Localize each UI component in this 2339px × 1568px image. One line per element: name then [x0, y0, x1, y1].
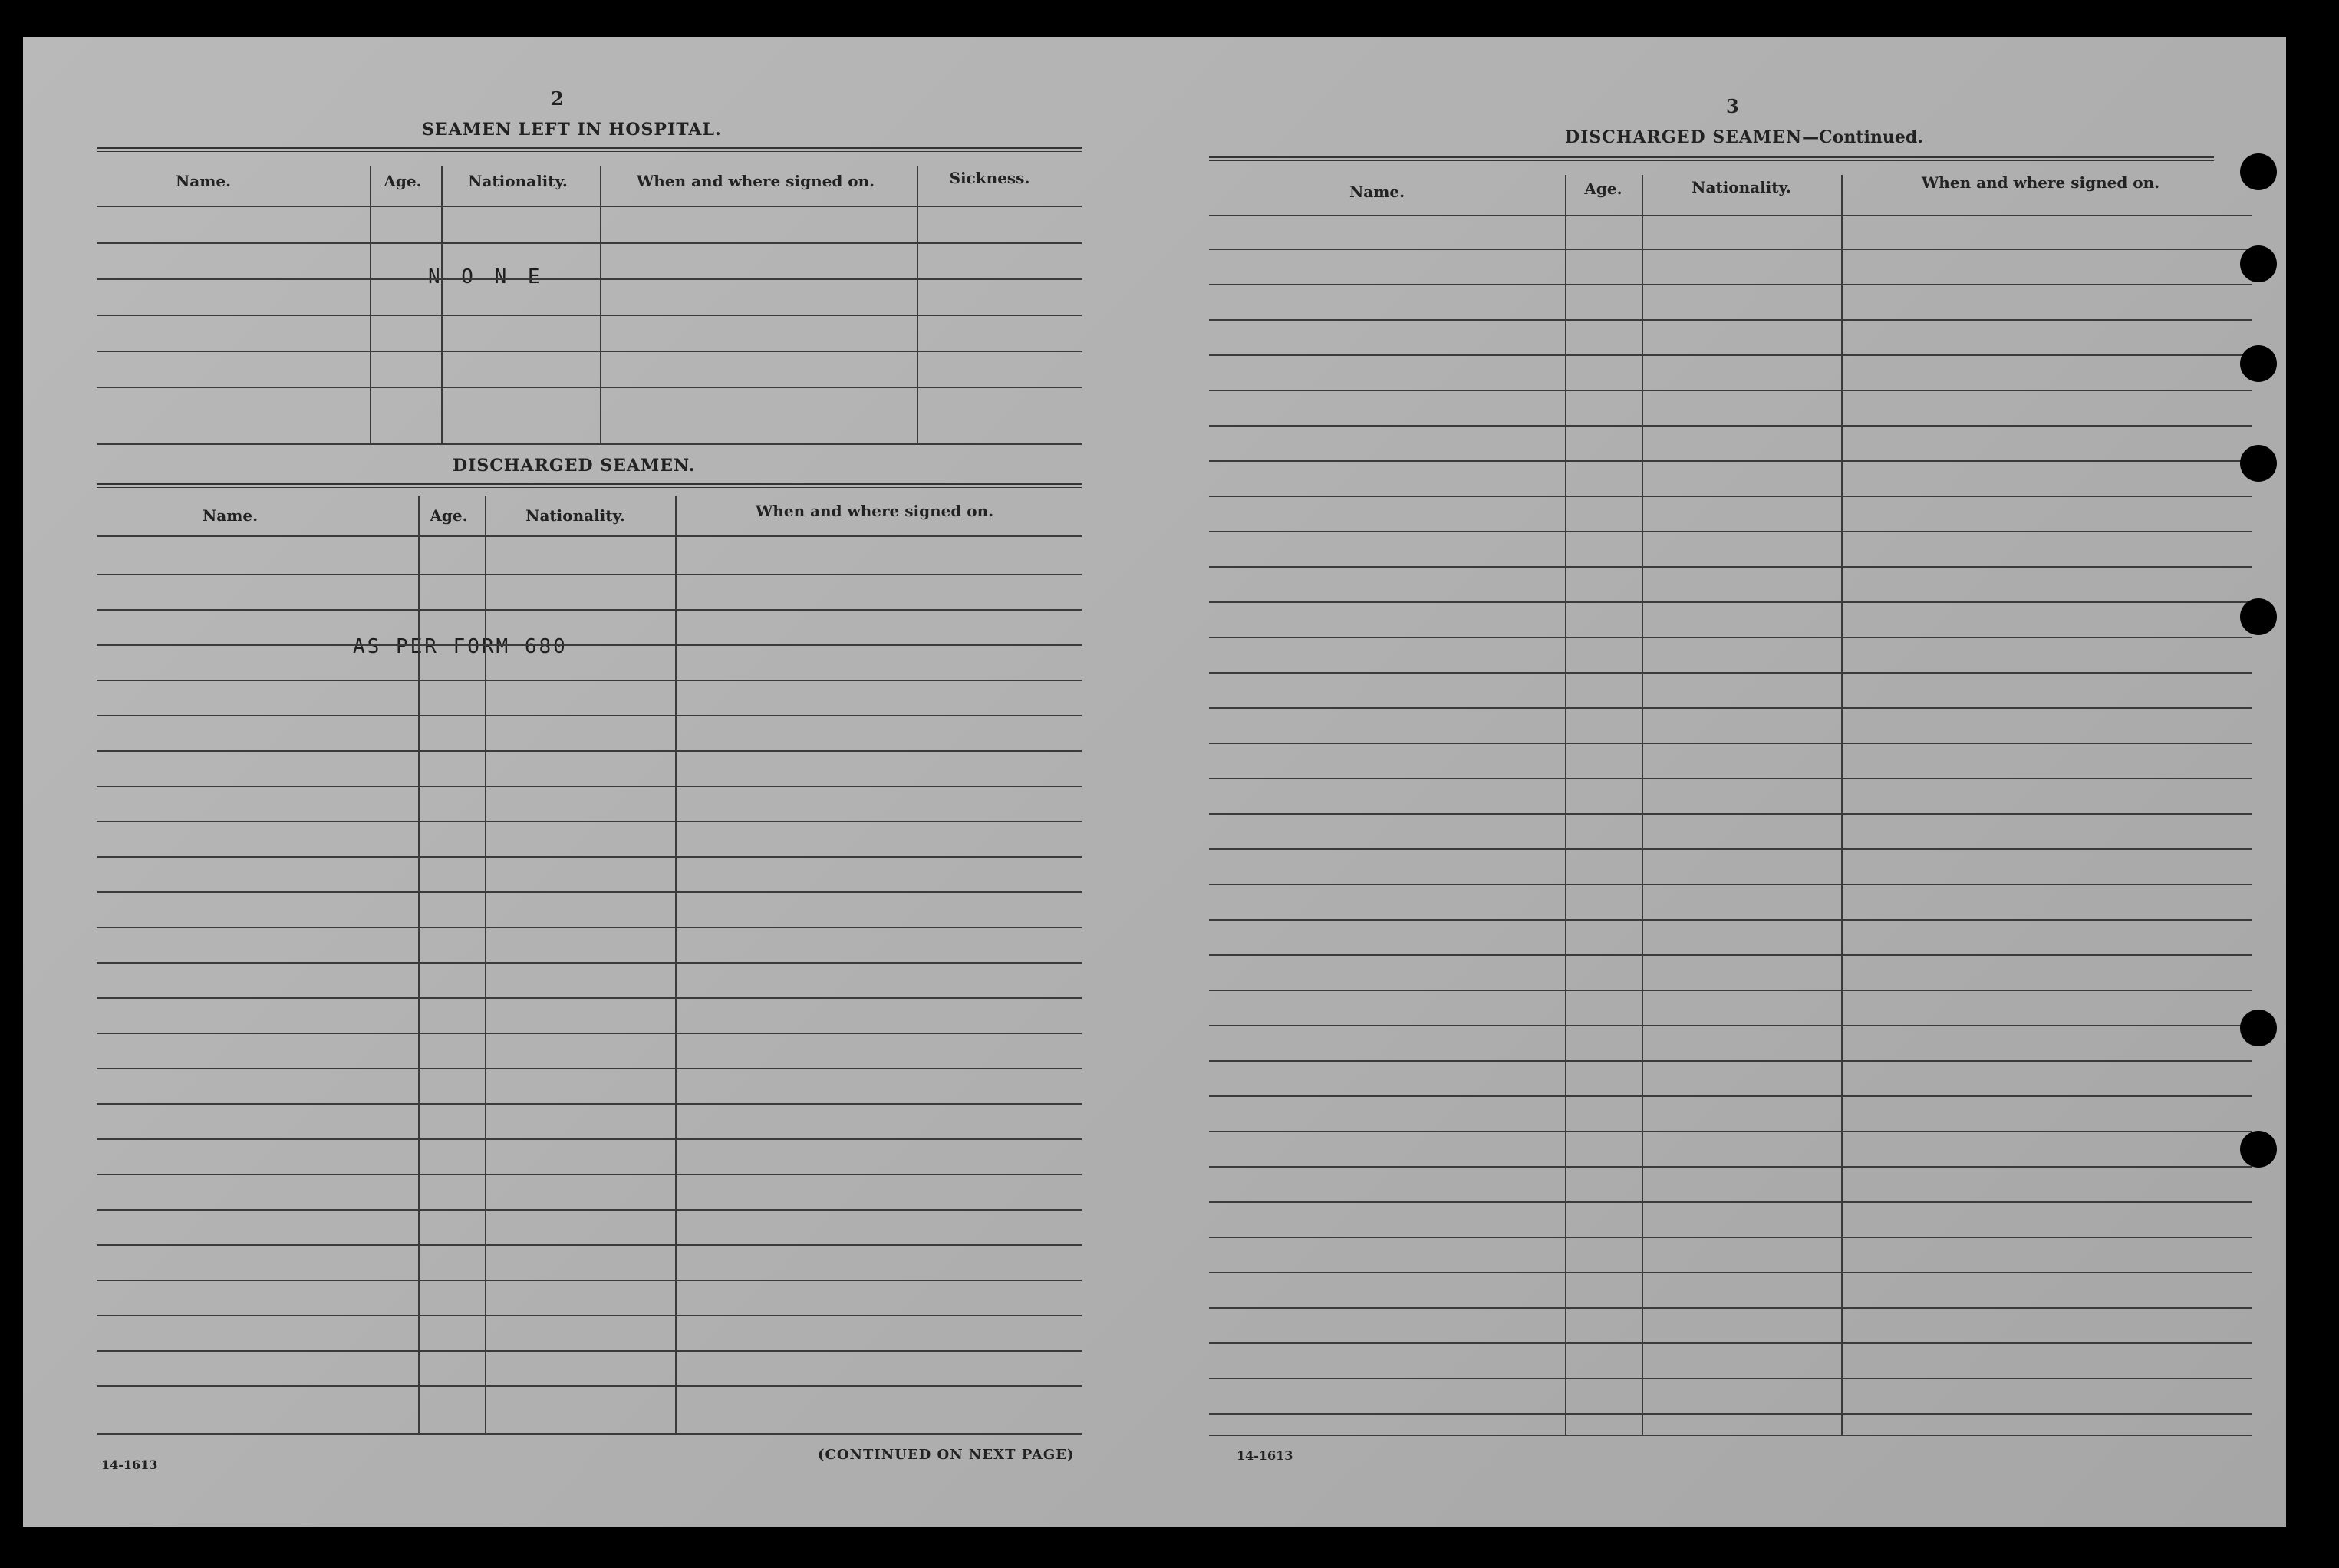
row-rule [1209, 990, 2252, 991]
row-rule [97, 1103, 1082, 1105]
column-rule [600, 166, 601, 443]
row-rule [97, 1315, 1082, 1316]
row-rule [1209, 1166, 2252, 1168]
row-rule [97, 786, 1082, 787]
row-rule [97, 315, 1082, 316]
row-rule [97, 1033, 1082, 1034]
row-rule [97, 387, 1082, 388]
row-rule [1209, 390, 2252, 391]
column-rule [370, 166, 371, 443]
row-rule [1209, 531, 2252, 532]
header-rule [1209, 215, 2252, 216]
discharged-continued-title [1565, 127, 1923, 147]
row-rule [97, 644, 1082, 646]
col-when-where: When and where signed on. [636, 172, 875, 190]
row-rule [1209, 1060, 2252, 1062]
row-rule [1209, 566, 2252, 568]
row-rule [97, 962, 1082, 964]
row-rule [1209, 249, 2252, 250]
discharged-top-rule [97, 483, 1082, 488]
row-rule [97, 1138, 1082, 1140]
hospital-section-title: SEAMEN LEFT IN HOSPITAL. [422, 120, 722, 140]
row-rule [1209, 319, 2252, 321]
row-rule [1209, 1095, 2252, 1097]
hospital-top-rule [97, 147, 1082, 152]
left-page [23, 37, 1151, 1527]
header-rule [97, 206, 1082, 207]
row-rule [97, 1209, 1082, 1211]
title-continued: —Continued. [1802, 127, 1923, 147]
row-rule [1209, 813, 2252, 815]
col-nationality: Nationality. [525, 506, 625, 525]
binder-hole [2240, 1131, 2277, 1168]
row-rule [1209, 354, 2252, 356]
row-rule [97, 278, 1082, 280]
row-rule [1209, 637, 2252, 638]
discharged-continued-top-rule [1209, 156, 2214, 161]
column-rule [917, 166, 918, 443]
title-main: DISCHARGED SEAMEN [1565, 127, 1803, 147]
row-rule [1209, 884, 2252, 885]
binder-hole [2240, 245, 2277, 282]
form-sheet [23, 37, 2286, 1527]
column-rule [441, 166, 443, 443]
col-age: Age. [1584, 180, 1622, 198]
page-number: 3 [1726, 95, 1739, 117]
row-rule [97, 680, 1082, 681]
row-rule [97, 1244, 1082, 1246]
row-rule [97, 574, 1082, 575]
row-rule [1209, 284, 2252, 285]
row-rule [1209, 1272, 2252, 1273]
row-rule [97, 997, 1082, 999]
column-rule [1565, 175, 1566, 1435]
row-rule [97, 1280, 1082, 1281]
col-when-where: When and where signed on. [755, 502, 994, 520]
row-rule [1209, 1025, 2252, 1026]
row-rule [1209, 1237, 2252, 1238]
row-rule [1209, 1307, 2252, 1309]
hospital-entry: N O N E [428, 265, 545, 288]
row-rule [1209, 425, 2252, 427]
row-rule [1209, 601, 2252, 603]
col-when-where: When and where signed on. [1921, 173, 2160, 192]
row-rule [1209, 672, 2252, 674]
column-rule [1841, 175, 1843, 1435]
binder-hole [2240, 345, 2277, 382]
col-age: Age. [430, 506, 468, 525]
binder-hole [2240, 153, 2277, 190]
row-rule [1209, 954, 2252, 956]
row-rule [1209, 919, 2252, 921]
col-nationality: Nationality. [468, 172, 568, 190]
column-rule [418, 496, 420, 1433]
form-number: 14-1613 [101, 1458, 158, 1472]
row-rule [97, 1174, 1082, 1175]
col-nationality: Nationality. [1692, 178, 1791, 196]
row-rule [97, 351, 1082, 352]
col-name: Name. [1349, 183, 1405, 201]
row-rule [97, 242, 1082, 244]
row-rule [97, 715, 1082, 716]
row-rule [97, 1068, 1082, 1069]
binder-hole [2240, 598, 2277, 635]
header-rule [97, 535, 1082, 537]
row-rule [1209, 743, 2252, 744]
col-name: Name. [175, 172, 232, 190]
column-rule [1642, 175, 1643, 1435]
row-rule [1209, 1201, 2252, 1203]
row-rule [97, 750, 1082, 752]
bottom-rule [1209, 1435, 2252, 1436]
row-rule [97, 856, 1082, 858]
row-rule [1209, 848, 2252, 850]
row-rule [1209, 1342, 2252, 1344]
row-rule [1209, 707, 2252, 709]
column-rule [485, 496, 486, 1433]
binder-hole [2240, 1010, 2277, 1046]
page-number: 2 [551, 87, 564, 110]
binder-hole [2240, 445, 2277, 482]
discharged-entry: AS PER FORM 680 [353, 635, 568, 658]
row-rule [97, 927, 1082, 928]
bottom-rule [97, 443, 1082, 445]
right-page [1151, 37, 2286, 1527]
bottom-rule [97, 1433, 1082, 1435]
col-name: Name. [202, 506, 259, 525]
column-rule [675, 496, 677, 1433]
continued-footer: (CONTINUED ON NEXT PAGE) [818, 1447, 1075, 1463]
form-number: 14-1613 [1237, 1448, 1293, 1463]
row-rule [97, 1350, 1082, 1352]
row-rule [1209, 778, 2252, 779]
row-rule [97, 891, 1082, 893]
discharged-section-title: DISCHARGED SEAMEN. [453, 456, 696, 476]
row-rule [97, 609, 1082, 611]
row-rule [1209, 1131, 2252, 1132]
row-rule [97, 821, 1082, 822]
col-sickness: Sickness. [949, 169, 1030, 187]
row-rule [1209, 1413, 2252, 1415]
row-rule [1209, 496, 2252, 497]
row-rule [1209, 1378, 2252, 1379]
col-age: Age. [384, 172, 422, 190]
row-rule [1209, 460, 2252, 462]
row-rule [97, 1385, 1082, 1387]
